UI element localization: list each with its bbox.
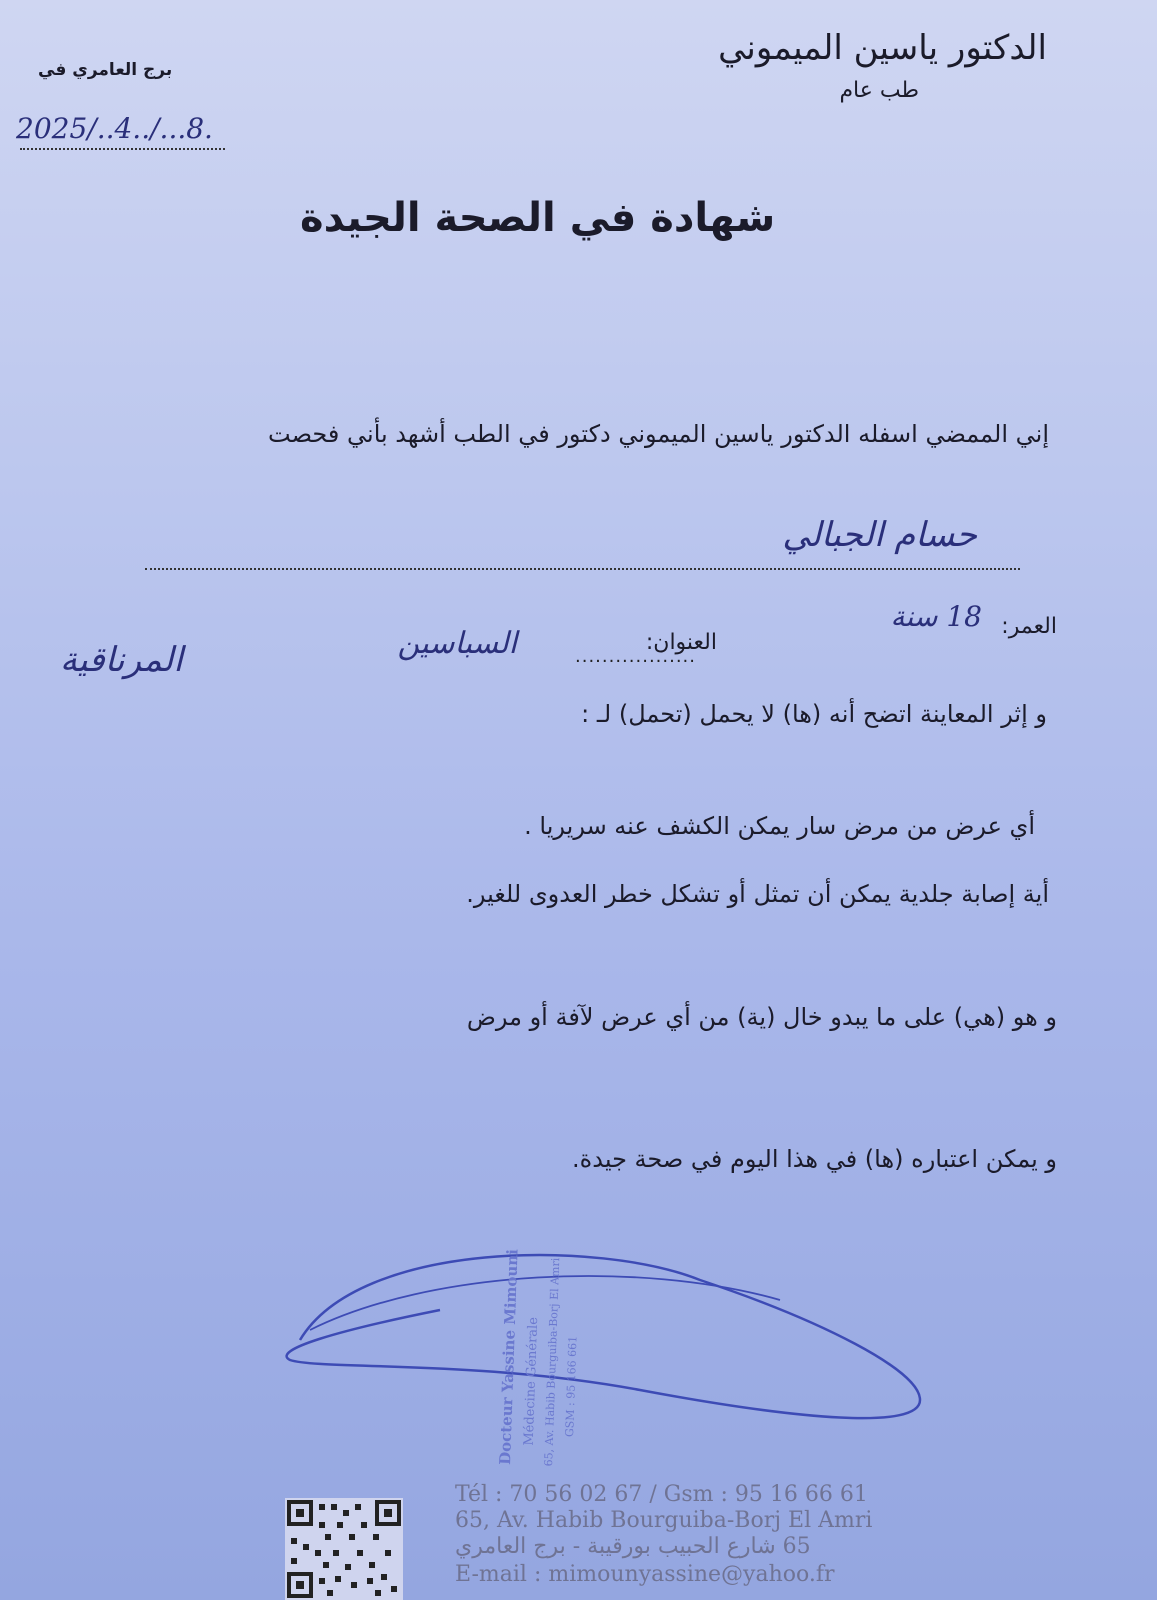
statement-line-3: أي عرض من مرض سار يمكن الكشف عنه سريريا . <box>524 812 1035 840</box>
age-label: العمر: <box>1001 614 1057 639</box>
stamp-line-4: GSM : 95 166 661 <box>563 1335 580 1438</box>
stamp-line-3: 65, Av. Habib Bourguiba-Borj El Amri <box>541 1257 563 1467</box>
address-value-2: المرناقية <box>60 640 183 680</box>
date-value: 2025/..4../...8. <box>16 112 213 145</box>
stamp-line-1: Docteur Yassine Mimouni <box>496 1248 522 1466</box>
address-value: السباسين <box>397 626 517 661</box>
statement-line-5: و هو (هي) على ما يبدو خال (ية) من أي عرض لآفة أو مرض <box>466 1003 1057 1031</box>
doctor-stamp <box>470 1200 640 1470</box>
doctor-name: الدكتور ياسين الميموني <box>718 28 1047 68</box>
footer-address-fr: 65, Av. Habib Bourguiba-Borj El Amri <box>455 1508 873 1533</box>
statement-line-6: و يمكن اعتباره (ها) في هذا اليوم في صحة جيدة. <box>572 1145 1057 1173</box>
stamp-line-2: Médecine Générale <box>521 1316 542 1446</box>
place-label: برج العامري في <box>38 60 173 80</box>
certificate-title: شهادة في الصحة الجيدة <box>300 195 776 241</box>
statement-line-4: أية إصابة جلدية يمكن أن تمثل أو تشكل خطر العدوى للغير. <box>466 880 1049 908</box>
address-dots: .................. <box>575 646 696 667</box>
footer-address-ar: 65 شارع الحبيب بورقيبة - برج العامري <box>455 1534 811 1559</box>
statement-line-2: و إثر المعاينة اتضح أنه (ها) لا يحمل (تحمل) لـ : <box>581 700 1047 728</box>
address-label: العنوان: <box>645 630 717 655</box>
age-value: 18 سنة <box>890 600 982 633</box>
footer-email: E-mail : mimounyassine@yahoo.fr <box>455 1562 835 1587</box>
date-underline <box>20 148 225 150</box>
qr-code <box>285 1498 403 1600</box>
patient-name: حسام الجبالي <box>782 515 977 555</box>
footer-phone: Tél : 70 56 02 67 / Gsm : 95 16 66 61 <box>455 1482 868 1507</box>
statement-line-1: إني الممضي اسفله الدكتور ياسين الميموني دكتور في الطب أشهد بأني فحصت <box>268 420 1049 448</box>
patient-underline <box>145 568 1020 570</box>
specialty: طب عام <box>839 78 919 103</box>
